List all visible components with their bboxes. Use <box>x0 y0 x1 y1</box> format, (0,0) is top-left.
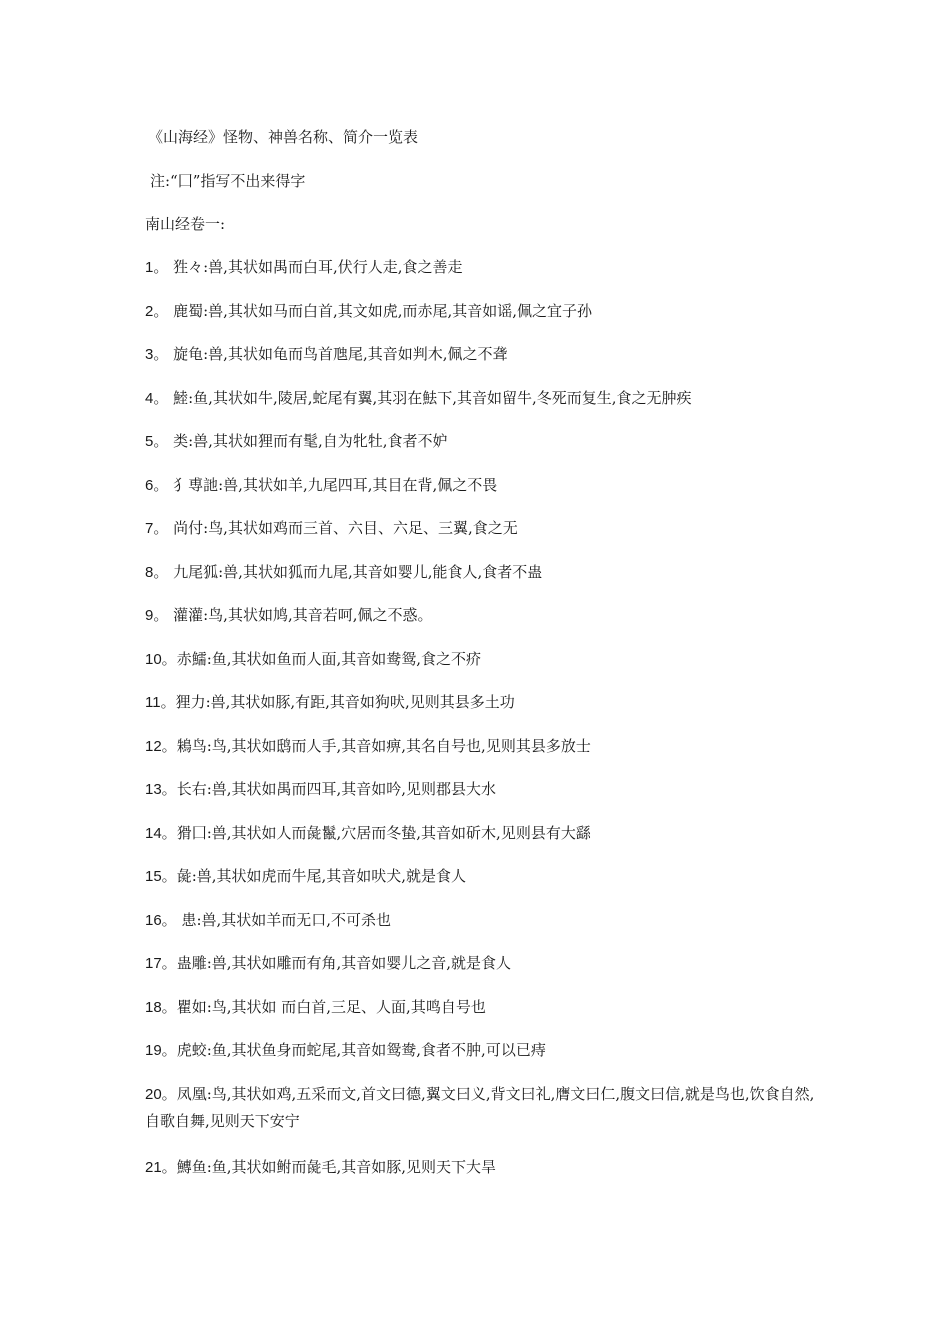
list-item <box>145 646 815 673</box>
item-number: 10。 <box>145 651 177 668</box>
list-item <box>145 298 815 325</box>
item-number: 19。 <box>145 1042 177 1059</box>
item-text: 赤鱬:鱼,其状如鱼而人面,其音如鸯鸳,食之不疥 <box>176 650 482 668</box>
list-item <box>145 559 815 586</box>
item-number: 14。 <box>145 825 177 842</box>
list-item <box>145 1037 815 1064</box>
item-number: 3。 <box>145 346 169 363</box>
item-text: 鯥:鱼,其状如牛,陵居,蛇尾有翼,其羽在魼下,其音如留牛,冬死而复生,食之无肿疾 <box>173 389 692 407</box>
list-item <box>145 1081 815 1134</box>
list-item <box>145 863 815 890</box>
item-number: 7。 <box>145 520 169 537</box>
item-number: 5。 <box>145 433 169 450</box>
list-item <box>145 1154 815 1181</box>
item-number: 6。 <box>145 477 169 494</box>
item-text: 鴸鸟:鸟,其状如鸱而人手,其音如痹,其名自号也,见则其县多放士 <box>176 737 591 755</box>
item-number: 13。 <box>145 781 177 798</box>
item-text: 虎蛟:鱼,其状鱼身而蛇尾,其音如鸳鸯,食者不肿,可以已痔 <box>176 1041 546 1059</box>
item-text: 凤凰:鸟,其状如鸡,五采而文,首文曰德,翼文曰义,背文曰礼,膺文曰仁,腹文曰信,就是鸟也,饮食自然,自歌自舞,见则天下安宁 <box>145 1085 815 1130</box>
item-text: 患:兽,其状如羊而无口,不可杀也 <box>181 911 392 929</box>
item-text: 鹿蜀:兽,其状如马而白首,其文如虎,而赤尾,其音如谣,佩之宜子孙 <box>173 302 593 320</box>
list-item <box>145 950 815 977</box>
list-item <box>145 385 815 412</box>
item-text: 犭尃訑:兽,其状如羊,九尾四耳,其目在背,佩之不畏 <box>173 476 498 494</box>
list-item <box>145 733 815 760</box>
item-number: 21。 <box>145 1159 177 1176</box>
list-item <box>145 341 815 368</box>
item-number: 8。 <box>145 564 169 581</box>
item-text: 九尾狐:兽,其状如狐而九尾,其音如婴儿,能食人,食者不蛊 <box>173 563 543 581</box>
list-item <box>145 994 815 1021</box>
item-number: 4。 <box>145 390 169 407</box>
document-title: 《山海经》怪物、神兽名称、简介一览表 <box>148 128 419 146</box>
item-text: 长右:兽,其状如禺而四耳,其音如吟,见则郡县大水 <box>176 780 497 798</box>
section-heading: 南山经卷一: <box>145 215 226 233</box>
item-text: 鱄鱼:鱼,其状如鲋而彘毛,其音如豚,见则天下大旱 <box>176 1158 497 1176</box>
item-number: 1。 <box>145 259 169 276</box>
item-number: 12。 <box>145 738 177 755</box>
list-item <box>145 689 815 716</box>
item-number: 18。 <box>145 999 177 1016</box>
list-item <box>145 472 815 499</box>
item-text: 尚付:鸟,其状如鸡而三首、六目、六足、三翼,食之无 <box>173 519 518 537</box>
item-text: 旋龟:兽,其状如龟而鸟首虺尾,其音如判木,佩之不聋 <box>173 345 508 363</box>
item-number: 15。 <box>145 868 177 885</box>
item-text: 灌灌:鸟,其状如鸠,其音若呵,佩之不惑。 <box>173 606 433 624</box>
item-text: 瞿如:鸟,其状如 而白首,三足、人面,其鸣自号也 <box>176 998 486 1016</box>
item-number: 11。 <box>145 694 176 711</box>
item-number: 2。 <box>145 303 169 320</box>
list-item <box>145 776 815 803</box>
item-number: 9。 <box>145 607 169 624</box>
list-item <box>145 428 815 455</box>
list-item <box>145 254 815 281</box>
item-text: 彘:兽,其状如虎而牛尾,其音如吠犬,就是食人 <box>176 867 467 885</box>
list-item <box>145 907 815 934</box>
item-text: 狸力:兽,其状如豚,有距,其音如狗吠,见则其县多土功 <box>175 693 515 711</box>
item-text: 类:兽,其状如狸而有髦,自为牝牡,食者不妒 <box>173 432 448 450</box>
list-item <box>145 602 815 629</box>
item-number: 16。 <box>145 912 177 929</box>
item-text: 蛊雕:兽,其状如雕而有角,其音如婴儿之音,就是食人 <box>176 954 512 972</box>
item-number: 17。 <box>145 955 177 972</box>
list-item <box>145 820 815 847</box>
item-text: 狌々:兽,其状如禺而白耳,伏行人走,食之善走 <box>173 258 463 276</box>
item-text: 猾囗:兽,其状如人而彘鬣,穴居而冬蛰,其音如斫木,见则县有大繇 <box>176 824 591 842</box>
document-note: 注:“囗”指写不出来得字 <box>150 172 306 190</box>
item-number: 20。 <box>145 1086 177 1103</box>
list-item <box>145 515 815 542</box>
